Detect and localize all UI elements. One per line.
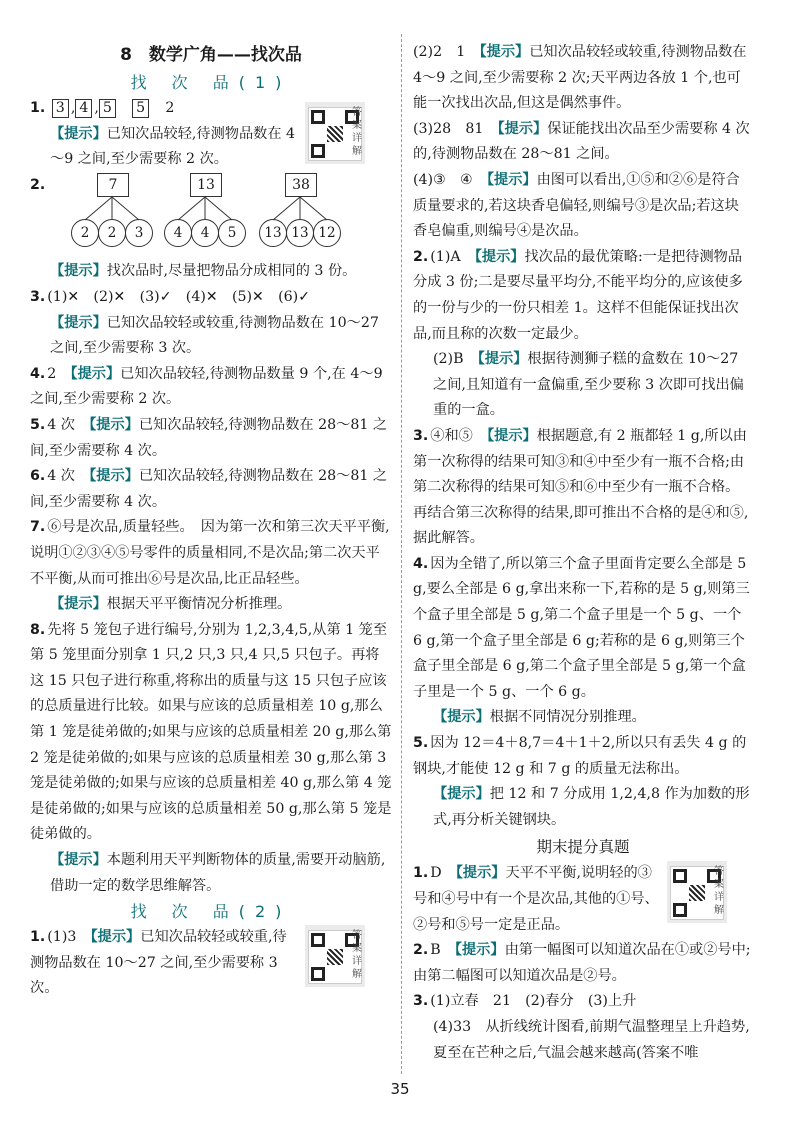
- q3: 3. (1)✕ (2)✕ (3)✓ (4)✕ (5)✕ (6)✓: [30, 288, 311, 305]
- tree-root: 7: [97, 173, 129, 197]
- f-q3b: (4)33 从折线统计图看,前期气温整理呈上升趋势,夏至在芒种之后,气温会越来越高(答案不唯: [433, 1018, 750, 1061]
- q4: 4. 2 【提示】已知次品较轻,待测物品数量 9 个,在 4～9 之间,至少需要称 2 次。: [30, 365, 383, 408]
- q2: 2.: [30, 176, 46, 193]
- section-title-2: 找 次 品(2): [130, 902, 292, 922]
- tree-leaf: 13: [286, 219, 314, 247]
- q3-hint: 【提示】已知次品较轻或较重,待测物品数在 10～27 之间,至少需要称 3 次。: [50, 314, 379, 357]
- q8: 8. 先将 5 笼包子进行编号,分别为 1,2,3,4,5,从第 1 笼至第 5 笼里面分别拿 1 只,2 只,3 只,4 只,5 只包子。再将这 15 只包子进行称重,将称出的质量与这 15 只包子应该的总质量进行比较。如果与应该的总质量相差 10 g,那么第 1 笼是徒弟做的;如果与应该的总质量相差 20 g,那么第 2 笼是徒弟做的;如果与应该的总质量相差 30 g,那么第 3 笼是徒弟做的;如果与应该的总质量相差 40 g,那么第 4 笼是徒弟做的;如果与应该的总质量相差 50 g,那么第 5 笼是徒弟做的。: [30, 621, 392, 843]
- section-title-1: 找 次 品(1): [130, 73, 292, 92]
- r-q2: 2. (1)A 【提示】找次品的最优策略:一是把待测物品分成 3 份;二是要尽量平均分,不能平均分的,应该使多的一份与少的一份只相差 1。这样不但能保证找出次品,而且称的次数一定最少。: [413, 248, 743, 342]
- r-b: (3)28 81 【提示】保证能找出次品至少需要称 4 次的,待测物品数在 28～81 之间。: [413, 120, 750, 163]
- tree-root: 13: [190, 173, 222, 197]
- r-q4-hint: 【提示】根据不同情况分别推理。: [433, 709, 646, 726]
- r-a: (2)2 1 【提示】已知次品较轻或较重,待测物品数在 4～9 之间,至少需要称 2 次;天平两边各放 1 个,也可能一次找出次品,但这是偶然事件。: [413, 44, 747, 112]
- q6: 6. 4 次 【提示】已知次品较轻,待测物品数在 28～81 之间,至少需要称 4 次。: [30, 468, 388, 510]
- q1-hint: 【提示】已知次品较轻,待测物品数在 4～9 之间,至少需要称 2 次。: [50, 125, 296, 168]
- r-q5-hint: 【提示】把 12 和 7 分成用 1,2,4,8 作为加数的形式,再分析关键钢块。: [433, 786, 750, 828]
- f-q2: 2. B 【提示】由第一幅图可以知道次品在①或②号中;由第二幅图可以知道次品是②号。: [413, 942, 751, 984]
- tree-leaf: 5: [218, 219, 246, 247]
- r-q4: 4. 因为全错了,所以第三个盒子里面肯定要么全部是 5 g,要么全部是 6 g,拿出来称一下,若称的是 5 g,则第三个盒子里全部是 5 g,第二个盒子里是一个 5 g、一个 6 g,第一个盒子里全部是 6 g;若称的是 6 g,则第三个盒子里全部是 6 g,第二个盒子里全部是 5 g,第一个盒子里是一个 5 g、一个 6 g。: [413, 555, 750, 700]
- q8-hint: 【提示】本题利用天平判断物体的质量,需要开动脑筋,借助一定的数学思维解答。: [50, 852, 386, 894]
- tree-leaf: 4: [164, 219, 192, 247]
- section-title-3: 期末提分真题: [536, 838, 630, 857]
- tree-leaf: 3: [125, 219, 153, 247]
- r-q2b: (2)B 【提示】根据待测狮子糕的盒数在 10～27 之间,且知道有一盒偏重,至少要称 3 次即可找出偏重的一盒。: [433, 351, 744, 419]
- f-q3: 3. (1)立春 21 (2)春分 (3)上升: [413, 993, 637, 1010]
- r-q3: 3. ④和⑤ 【提示】根据题意,有 2 瓶都轻 1 g,所以由第一次称得的结果可知③和④中至少有一瓶不合格;由第二次称得的结果可知⑤和⑥中至少有一瓶不合格。再结合第三次称得的结果,即可推出不合格的是④和⑤,据此解答。: [413, 427, 749, 547]
- tree-leaf: 13: [259, 219, 287, 247]
- q7: 7. ⑥号是次品,质量轻些。 因为第一次和第三次天平平衡,说明①②③④⑤号零件的质量相同,不是次品;第二次天平不平衡,从而可推出⑥号是次品,比正品轻些。: [30, 519, 390, 587]
- q7-hint: 【提示】根据天平平衡情况分析推理。: [50, 596, 292, 613]
- qr-code-3[interactable]: 答案详解: [667, 861, 727, 923]
- q-2-1: 1. (1)3 【提示】已知次品较轻或较重,待测物品数在 10～27 之间,至少需要称 3 次。: [30, 929, 287, 997]
- qr-code-1[interactable]: 答案详解: [305, 102, 365, 164]
- column-divider: [401, 34, 402, 1074]
- tree-leaf: 12: [313, 219, 341, 247]
- q5: 5. 4 次 【提示】已知次品较轻,待测物品数在 28～81 之间,至少需要称 4 次。: [30, 416, 388, 459]
- tree-leaf: 2: [98, 219, 126, 247]
- tree-root: 38: [285, 173, 317, 197]
- qr-code-2[interactable]: 答案详解: [305, 925, 365, 987]
- q2-tree-diagram: [50, 173, 392, 259]
- q1: 1. 3 , 4 , 5 5 2: [30, 100, 175, 116]
- left-column: [30, 40, 392, 1002]
- chapter-title: 8 数学广角——找次品: [120, 45, 302, 65]
- r-q5: 5. 因为 12＝4＋8,7＝4＋1＋2,所以只有丢失 4 g 的钢块,才能使 12 g 和 7 g 的质量无法称出。: [413, 735, 747, 777]
- tree-leaf: 4: [191, 219, 219, 247]
- f-q1: 1. D 【提示】天平不平衡,说明轻的③号和④号中有一个是次品,其他的①号、②号和⑤号一定是正品。: [413, 865, 659, 933]
- r-c: (4)③ ④ 【提示】由图可以看出,①⑤和②⑥是符合质量要求的,若这块香皂偏轻,则编号③是次品;若这块香皂偏重,则编号④是次品。: [413, 171, 740, 240]
- right-column: [413, 40, 753, 1066]
- q2-hint: 【提示】找次品时,尽量把物品分成相同的 3 份。: [50, 263, 357, 280]
- tree-leaf: 2: [71, 219, 99, 247]
- page-number: 35: [390, 1080, 410, 1098]
